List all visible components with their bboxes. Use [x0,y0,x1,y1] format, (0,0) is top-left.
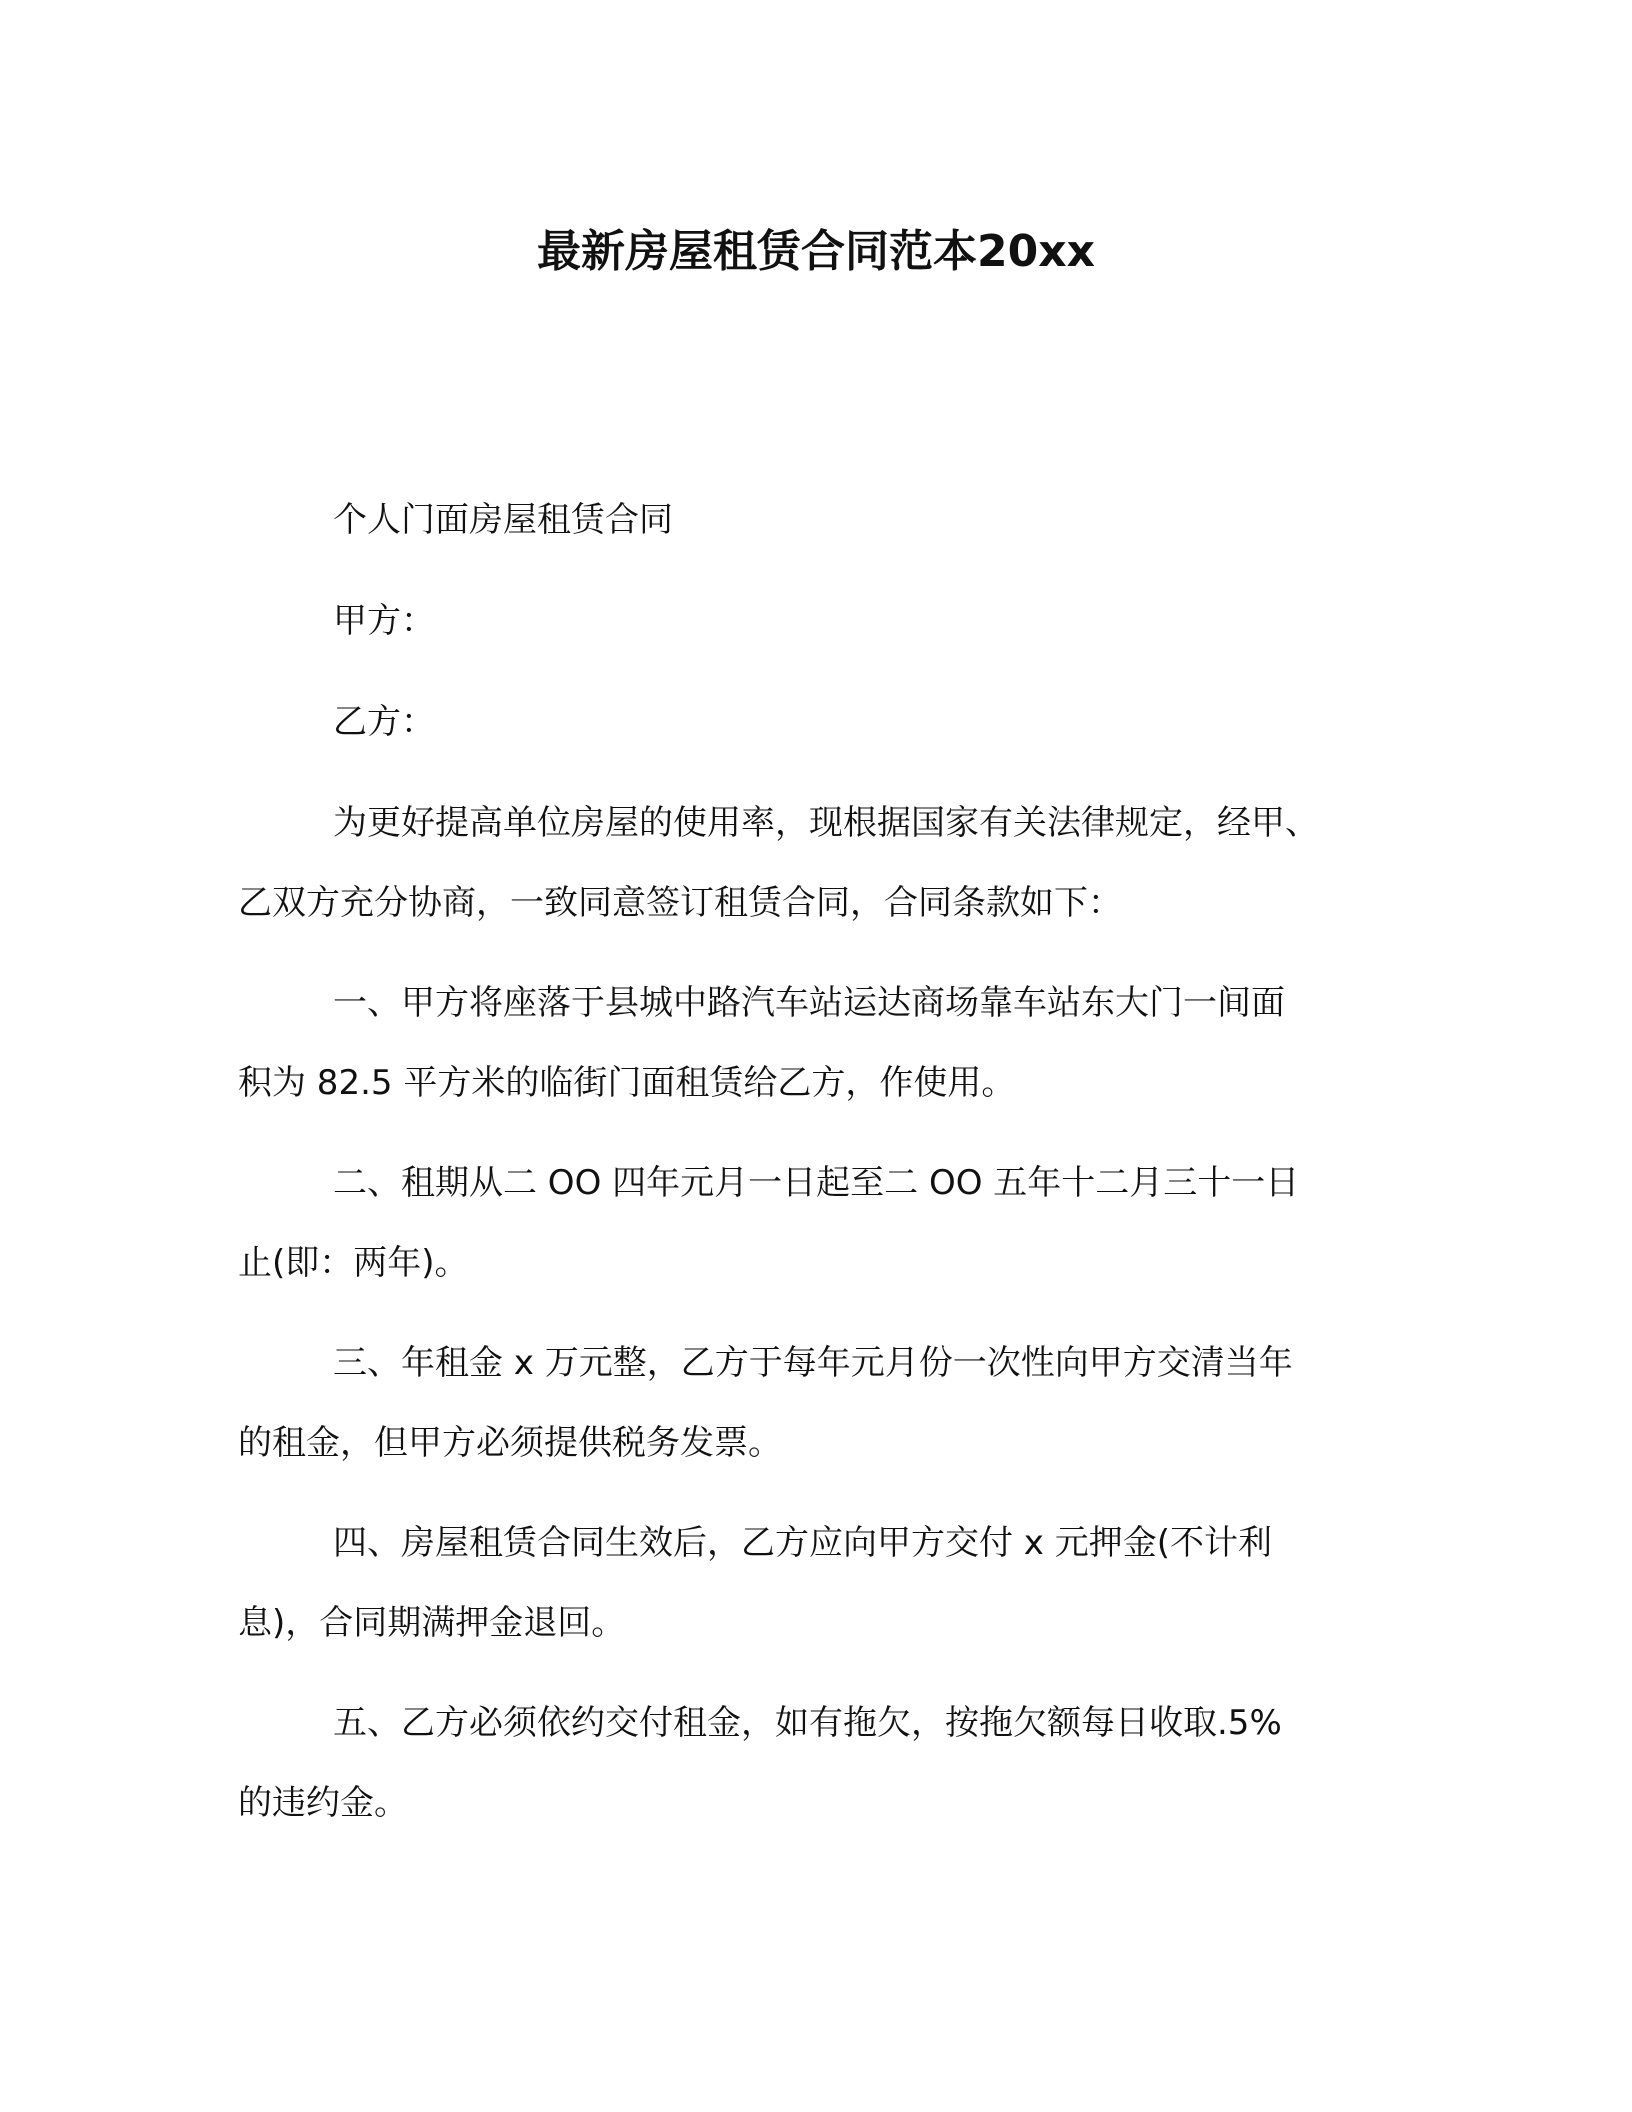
paragraph-intro-line-2: 乙双方充分协商，一致同意签订租赁合同，合同条款如下： [238,883,1122,923]
clause-3-line-2: 的租金，但甲方必须提供税务发票。 [238,1423,782,1463]
clause-2-line-1: 二、租期从二 OO 四年元月一日起至二 OO 五年十二月三十一日 [333,1163,1300,1203]
party-a-label: 甲方： [333,601,435,641]
clause-3-line-1: 三、年租金 x 万元整，乙方于每年元月份一次性向甲方交清当年 [333,1343,1293,1383]
clause-2-line-2: 止(即：两年)。 [238,1243,469,1283]
clause-5-line-1: 五、乙方必须依约交付租金，如有拖欠，按拖欠额每日收取.5% [333,1703,1282,1743]
clause-5-line-2: 的违约金。 [238,1783,408,1823]
contract-heading: 个人门面房屋租赁合同 [333,500,673,540]
party-b-label: 乙方： [333,702,435,742]
clause-4-line-1: 四、房屋租赁合同生效后，乙方应向甲方交付 x 元押金(不计利 [333,1523,1272,1563]
clause-4-line-2: 息)，合同期满押金退回。 [238,1603,626,1643]
clause-1-line-2: 积为 82.5 平方米的临街门面租赁给乙方，作使用。 [238,1063,1016,1103]
document-title: 最新房屋租赁合同范本20xx [537,226,1095,277]
clause-1-line-1: 一、甲方将座落于县城中路汽车站运达商场靠车站东大门一间面 [333,983,1285,1023]
paragraph-intro-line-1: 为更好提高单位房屋的使用率，现根据国家有关法律规定，经甲、 [333,803,1319,843]
